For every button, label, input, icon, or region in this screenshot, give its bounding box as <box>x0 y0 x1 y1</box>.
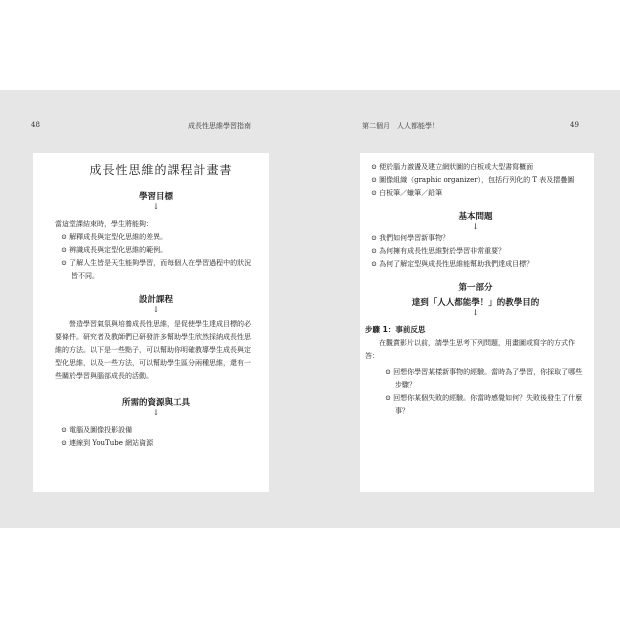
right-page <box>310 90 620 528</box>
book-spread <box>0 90 620 528</box>
resource-item: ⊙ 電腦及圖像投影設備 <box>61 426 133 434</box>
step1-body: 在觀賞影片以前，請學生思考下列問題，用畫圖或寫字的方式作答： <box>365 339 575 360</box>
question-item: ⊙ 為何了解定型與成長性思維能幫助我們達成目標？ <box>371 260 534 268</box>
resources-heading: 所需的資源與工具 <box>121 398 190 408</box>
basic-questions-heading: 基本問題 <box>458 212 493 222</box>
left-page <box>0 90 310 528</box>
resource-item: ⊙ 圖像組織（graphic organizer），包括行列化的 T 表及摺疊圖 <box>371 176 575 184</box>
down-arrow-icon: ↓ <box>472 222 479 231</box>
question-item: ⊙ 為何擁有成長性思維對於學習非常重要？ <box>371 247 506 255</box>
learning-goal-item: ⊙ 了解人生皆是天生能夠學習，而每個人在學習過程中的狀況皆不同。 <box>61 259 252 280</box>
resource-item: ⊙ 連線到 YouTube 網站資源 <box>61 439 154 447</box>
down-arrow-icon: ↓ <box>152 305 160 314</box>
learning-goals-intro: 當這堂課結束時，學生將能夠： <box>55 220 153 228</box>
lesson-plan-card <box>33 153 269 492</box>
right-page-number: 49 <box>570 121 579 129</box>
down-arrow-icon: ↓ <box>152 408 160 417</box>
course-design-heading: 設計課程 <box>138 295 173 305</box>
part-one-heading: 第一部分 <box>458 283 493 293</box>
left-page-number: 48 <box>31 121 40 129</box>
left-running-header: 成長性思維學習指南 <box>188 122 251 130</box>
part-one-subheading: 達到「人人都能學！」的教學目的 <box>411 298 540 308</box>
resource-item: ⊙ 白板筆／蠟筆／鉛筆 <box>371 189 443 197</box>
lesson-plan-card-continued <box>360 153 594 492</box>
down-arrow-icon: ↓ <box>152 202 160 211</box>
question-item: ⊙ 我們如何學習新事物？ <box>371 234 450 242</box>
resource-item: ⊙ 便於腦力激盪及建立網狀圖的白板或大型書寫櫃面 <box>371 163 534 171</box>
course-design-body: 營造學習氣氛與培養成長性思維，是促使學生達成目標的必要條件。研究者及教師們已研發許多幫助學生欣然採納成長性思維的方法。以下是一些點子，可以幫助你明確教導學生成長與定型化思維，以及一些方法，可以幫助學生區分兩種思維，還有一些關於學習與腦部成長的活動。 <box>55 320 251 380</box>
learning-goals-heading: 學習目標 <box>138 192 173 202</box>
down-arrow-icon: ↓ <box>472 308 479 317</box>
learning-goal-item: ⊙ 解釋成長與定型化思維的差異。 <box>61 233 168 241</box>
step1-title: 步驟 1：事前反思 <box>365 325 426 334</box>
lesson-plan-title: 成長性思維的課程計畫書 <box>89 163 233 177</box>
right-running-header: 第二個月 人人都能學！ <box>362 122 439 130</box>
learning-goal-item: ⊙ 辨識成長與定型化思維的範例。 <box>61 246 168 254</box>
step1-item: ⊙ 回想你學習某樣新事物的經驗。當時為了學習，你採取了哪些步驟？ <box>385 368 583 389</box>
step1-item: ⊙ 回想你某個失敗的經驗。你當時感覺如何？失敗後發生了什麼事？ <box>385 394 583 415</box>
